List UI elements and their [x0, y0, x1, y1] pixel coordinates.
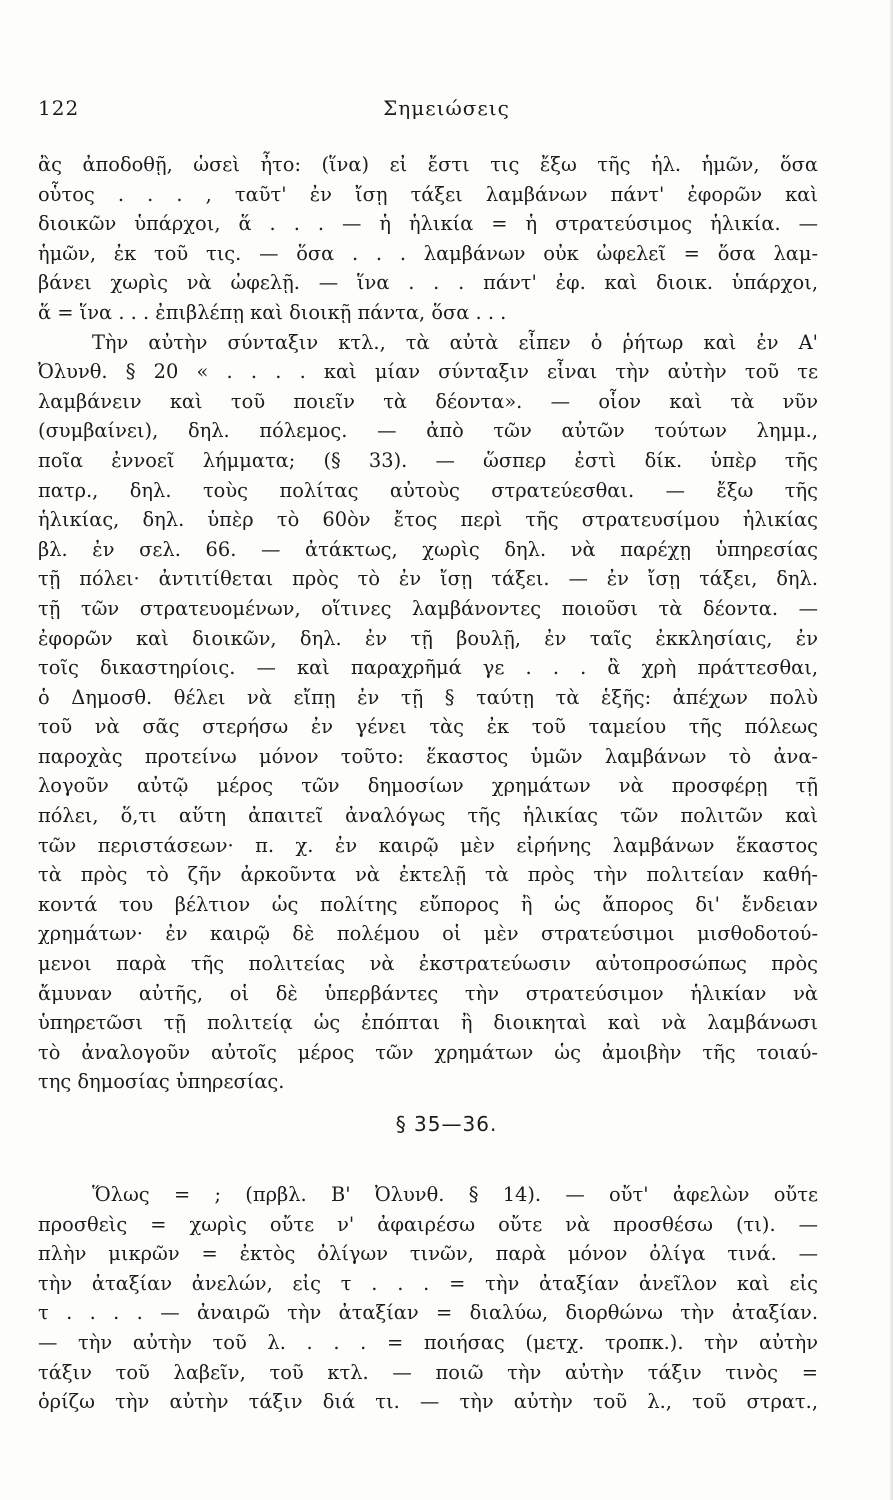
text-line: ἄμυναν αὐτῆς, οἱ δὲ ὑπερβάντες τὴν στρατεύσιμον ἡλικίαν νὰ — [38, 981, 818, 1005]
text-line: οὗτος . . . , ταῦτ' ἐν ἴσῃ τάξει λαμβάνων πάντ' ἐφορῶν καὶ — [38, 182, 818, 206]
text-line: ὁ Δημοσθ. θέλει νὰ εἴπῃ ἐν τῇ § ταύτῃ τὰ ἑξῆς: ἀπέχων πολὺ — [38, 685, 818, 709]
text-line: ποῖα ἐννοεῖ λήμματα; (§ 33). — ὥσπερ ἐστὶ δίκ. ὑπὲρ τῆς — [38, 448, 818, 472]
text-line: τ . . . . — ἀναιρῶ τὴν ἀταξίαν = διαλύω, διορθώνω τὴν ἀταξίαν. — [38, 1301, 818, 1325]
text-line: προσθεὶς = χωρὶς οὔτε ν' ἀφαιρέσω οὔτε νὰ προσθέσω (τι). — — [38, 1212, 818, 1236]
text-line: ὁρίζω τὴν αὐτὴν τάξιν διά τι. — τὴν αὐτὴν τοῦ λ., τοῦ στρατ., — [38, 1390, 818, 1414]
text-line: τῶν περιστάσεων· π. χ. ἐν καιρῷ μὲν εἰρήνης λαμβάνων ἕκαστος — [38, 833, 818, 857]
text-line: τὰ πρὸς τὸ ζῆν ἀρκοῦντα νὰ ἐκτελῇ τὰ πρὸς τὴν πολιτείαν καθή- — [38, 863, 818, 887]
text-line: — τὴν αὐτὴν τοῦ λ. . . . = ποιήσας (μετχ. τροπκ.). τὴν αὐτὴν — [38, 1330, 818, 1354]
text-line: παροχὰς προτείνω μόνον τοῦτο: ἕκαστος ὑμῶν λαμβάνων τὸ ἀνα- — [38, 744, 818, 768]
text-line: Τὴν αὐτὴν σύνταξιν κτλ., τὰ αὐτὰ εἶπεν ὁ ῥήτωρ καὶ ἐν Α' — [92, 330, 818, 354]
text-line: Ὀλυνθ. § 20 « . . . . καὶ μίαν σύνταξιν εἶναι τὴν αὐτὴν τοῦ τε — [38, 360, 818, 384]
notes-section-35-36-text — [38, 1180, 818, 1417]
text-line: κοντά του βέλτιον ὡς πολίτης εὔπορος ἢ ὡς ἄπορος δι' ἔνδειαν — [38, 892, 818, 916]
text-line: ἂς ἀποδοθῇ, ὡσεὶ ἦτο: (ἵνα) εἰ ἔστι τις ἔξω τῆς ἡλ. ἡμῶν, ὅσα — [38, 153, 818, 176]
text-line: ἡλικίας, δηλ. ὑπὲρ τὸ 60ὸν ἔτος περὶ τῆς στρατευσίμου ἡλικίας — [38, 508, 818, 532]
text-line: (συμβαίνει), δηλ. πόλεμος. — ἀπὸ τῶν αὐτῶν τούτων λημμ., — [38, 419, 818, 443]
text-line: Ὅλως = ; (πρβλ. Β' Ὀλυνθ. § 14). — οὔτ' ἀφελὼν οὔτε — [92, 1183, 818, 1206]
notes-section-text — [38, 150, 818, 1097]
text-line: τῇ τῶν στρατευομένων, οἵτινες λαμβάνοντες ποιοῦσι τὰ δέοντα. — — [38, 596, 818, 620]
text-line: βλ. ἐν σελ. 66. — ἀτάκτως, χωρὶς δηλ. νὰ παρέχῃ ὑπηρεσίας — [38, 537, 818, 561]
text-line: τάξιν τοῦ λαβεῖν, τοῦ κτλ. — ποιῶ τὴν αὐτὴν τάξιν τινὸς = — [38, 1360, 818, 1384]
page-header — [38, 96, 855, 126]
text-line: τὸ ἀναλογοῦν αὐτοῖς μέρος τῶν χρημάτων ὡς ἀμοιβὴν τῆς τοιαύ- — [38, 1040, 818, 1064]
text-line: τοῖς δικαστηρίοις. — καὶ παραχρῆμά γε . . . ἃ χρὴ πράττεσθαι, — [38, 656, 818, 680]
text-line: τὴν ἀταξίαν ἀνελών, εἰς τ . . . = τὴν ἀταξίαν ἀνεῖλον καὶ εἰς — [38, 1271, 818, 1295]
text-line: πόλει, ὅ,τι αὕτη ἀπαιτεῖ ἀναλόγως τῆς ἡλικίας τῶν πολιτῶν καὶ — [38, 804, 818, 828]
text-line: τῇ πόλει· ἀντιτίθεται πρὸς τὸ ἐν ἴσῃ τάξει. — ἐν ἴσῃ τάξει, δηλ. — [38, 567, 818, 591]
text-line: ὑπηρετῶσι τῇ πολιτείᾳ ὡς ἐπόπται ἢ διοικηταὶ καὶ νὰ λαμβάνωσι — [38, 1011, 818, 1035]
text-line: τοῦ νὰ σᾶς στερήσω ἐν γένει τὰς ἐκ τοῦ ταμείου τῆς πόλεως — [38, 715, 818, 739]
text-line: βάνει χωρὶς νὰ ὠφελῇ. — ἵνα . . . πάντ' ἐφ. καὶ διοικ. ὑπάρχοι, — [38, 271, 818, 295]
text-line: λαμβάνειν καὶ τοῦ ποιεῖν τὰ δέοντα». — οἷον καὶ τὰ νῦν — [38, 389, 818, 413]
running-head: Σημειώσεις — [383, 96, 510, 120]
text-line: χρημάτων· ἐν καιρῷ δὲ πολέμου οἱ μὲν στρατεύσιμοι μισθοδοτού- — [38, 922, 818, 946]
text-line: μενοι παρὰ τῆς πολιτείας νὰ ἐκστρατεύωσιν αὐτοπροσώπως πρὸς — [38, 952, 818, 976]
section-heading: § 35—36. — [395, 1112, 498, 1136]
text-line: της δημοσίας ὑπηρεσίας. — [38, 1070, 285, 1094]
text-line: πατρ., δηλ. τοὺς πολίτας αὐτοὺς στρατεύεσθαι. — ἔξω τῆς — [38, 478, 818, 502]
text-line: ἡμῶν, ἐκ τοῦ τις. — ὅσα . . . λαμβάνων οὐκ ὠφελεῖ = ὅσα λαμ- — [38, 241, 818, 265]
text-line: διοικῶν ὑπάρχοι, ἅ . . . — ἡ ἡλικία = ἡ στρατεύσιμος ἡλικία. — — [38, 212, 818, 236]
text-line: ἅ = ἵνα . . . ἐπιβλέπῃ καὶ διοικῇ πάντα, ὅσα . . . — [38, 300, 507, 324]
text-line: πλὴν μικρῶν = ἐκτὸς ὀλίγων τινῶν, παρὰ μόνον ὀλίγα τινά. — — [38, 1242, 818, 1266]
page-number: 122 — [38, 96, 80, 120]
text-line: λογοῦν αὐτῷ μέρος τῶν δημοσίων χρημάτων νὰ προσφέρῃ τῇ — [38, 774, 818, 798]
text-line: ἐφορῶν καὶ διοικῶν, δηλ. ἐν τῇ βουλῇ, ἐν ταῖς ἐκκλησίαις, ἐν — [38, 626, 818, 650]
